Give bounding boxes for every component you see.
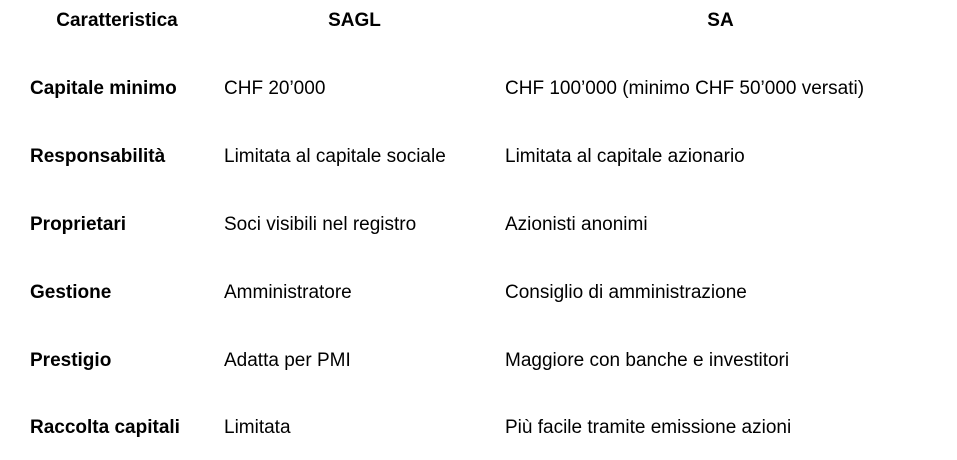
- row-sagl: Adatta per PMI: [224, 350, 351, 371]
- table-row: [0, 273, 957, 313]
- row-sa: Limitata al capitale azionario: [505, 146, 745, 167]
- row-sagl: Amministratore: [224, 282, 352, 303]
- row-sa: Consiglio di amministrazione: [505, 282, 747, 303]
- header-sa: SA: [707, 10, 734, 31]
- table-row: [0, 408, 957, 448]
- table-row: [0, 205, 957, 245]
- row-sagl: CHF 20’000: [224, 78, 326, 99]
- table-header-row: [0, 1, 957, 41]
- row-sagl: Limitata: [224, 417, 291, 438]
- table-row: [0, 341, 957, 381]
- row-sa: CHF 100’000 (minimo CHF 50’000 versati): [505, 78, 865, 99]
- table-row: [0, 137, 957, 177]
- row-feature: Prestigio: [30, 350, 112, 371]
- row-feature: Capitale minimo: [30, 78, 177, 99]
- header-sagl: SAGL: [328, 10, 381, 31]
- row-sa: Maggiore con banche e investitori: [505, 350, 790, 371]
- header-feature: Caratteristica: [56, 10, 178, 31]
- row-sagl: Soci visibili nel registro: [224, 214, 417, 235]
- row-sa: Azionisti anonimi: [505, 214, 648, 235]
- row-feature: Responsabilità: [30, 146, 166, 167]
- row-feature: Raccolta capitali: [30, 417, 180, 438]
- row-sagl: Limitata al capitale sociale: [224, 146, 446, 167]
- row-feature: Gestione: [30, 282, 112, 303]
- row-sa: Più facile tramite emissione azioni: [505, 417, 792, 438]
- row-feature: Proprietari: [30, 214, 127, 235]
- table-row: [0, 69, 957, 109]
